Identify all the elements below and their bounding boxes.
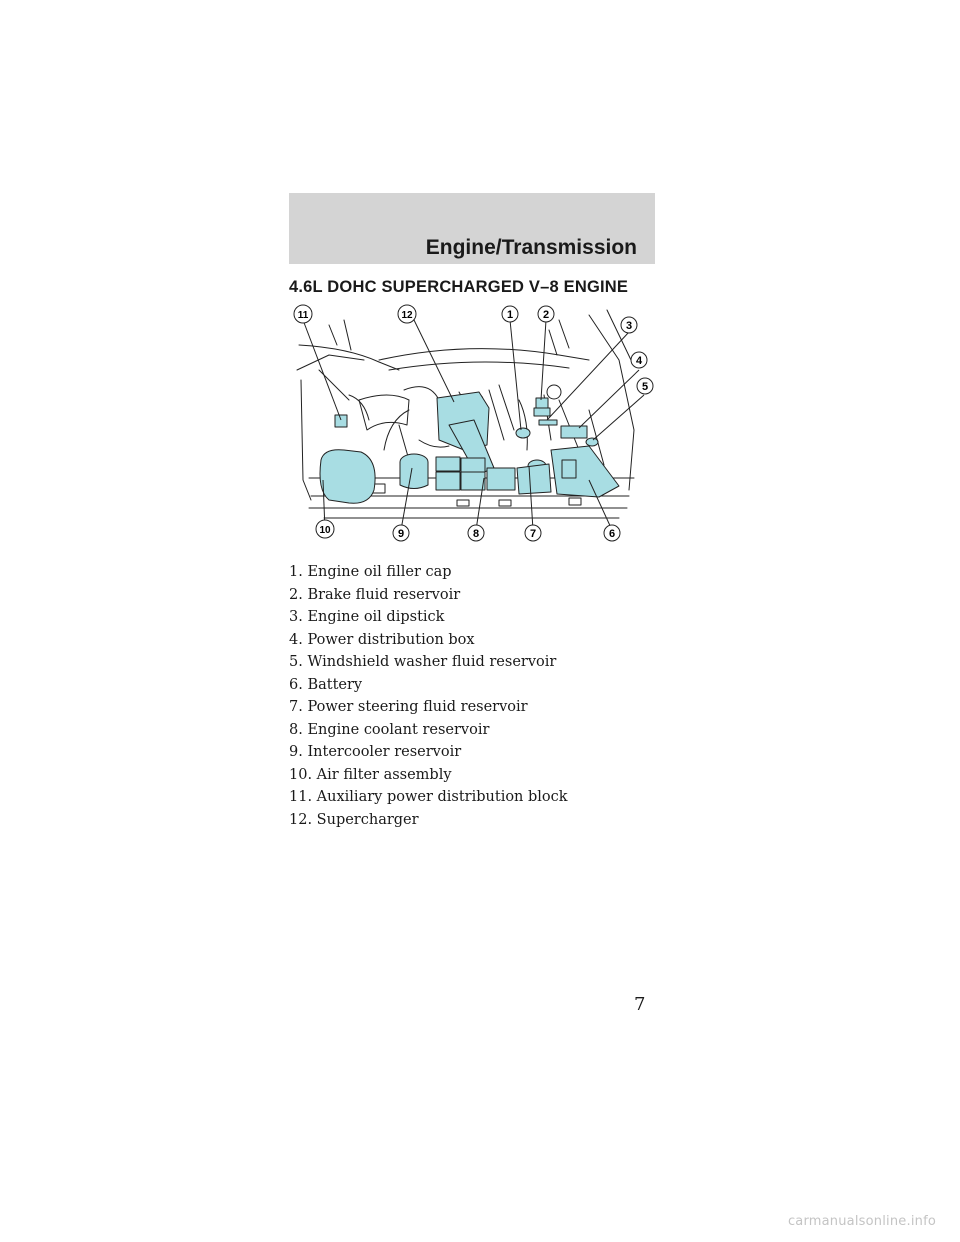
list-item: 10. Air filter assembly (289, 766, 452, 783)
engine-diagram (289, 300, 655, 550)
svg-text:5: 5 (641, 381, 649, 393)
callout-9 (393, 525, 409, 541)
svg-text:6: 6 (608, 528, 616, 540)
callout-10 (316, 520, 334, 538)
callout-2 (538, 306, 554, 322)
svg-text:12: 12 (401, 310, 413, 321)
list-item: 1. Engine oil filler cap (289, 564, 452, 580)
callout-1 (502, 306, 518, 322)
list-item: 5. Windshield washer fluid reservoir (289, 654, 557, 670)
svg-text:1: 1 (506, 309, 514, 321)
list-item: 6. Battery (289, 676, 363, 693)
svg-text:10: 10 (319, 525, 331, 536)
callout-8 (468, 525, 484, 541)
watermark: carmanualsonline.info (787, 1214, 936, 1229)
list-item: 3. Engine oil dipstick (289, 609, 445, 625)
svg-text:11: 11 (297, 310, 309, 321)
list-item: 9. Intercooler reservoir (289, 744, 462, 760)
callout-5 (637, 378, 653, 394)
callout-4 (631, 352, 647, 368)
parts-list (289, 561, 568, 831)
svg-text:9: 9 (397, 528, 405, 540)
svg-text:3: 3 (625, 320, 633, 332)
callout-12 (398, 305, 416, 323)
svg-text:2: 2 (542, 309, 550, 321)
svg-text:8: 8 (472, 528, 480, 540)
list-item: 4. Power distribution box (289, 631, 475, 648)
callout-6 (604, 525, 620, 541)
svg-text:4: 4 (635, 355, 643, 367)
callout-3 (621, 317, 637, 333)
list-item: 12. Supercharger (289, 811, 419, 828)
section-title: Engine/Transmission (425, 236, 637, 259)
callout-11 (294, 305, 312, 323)
list-item: 8. Engine coolant reservoir (289, 721, 490, 738)
section-header-band (289, 193, 655, 264)
list-item: 11. Auxiliary power distribution block (289, 789, 568, 805)
engine-heading: 4.6L DOHC SUPERCHARGED V–8 ENGINE (289, 278, 629, 296)
engine-illustration (289, 300, 655, 550)
list-item: 7. Power steering fluid reservoir (289, 699, 528, 715)
page-number: 7 (634, 994, 646, 1015)
svg-text:7: 7 (529, 528, 537, 540)
list-item: 2. Brake fluid reservoir (289, 586, 461, 603)
callout-7 (525, 525, 541, 541)
